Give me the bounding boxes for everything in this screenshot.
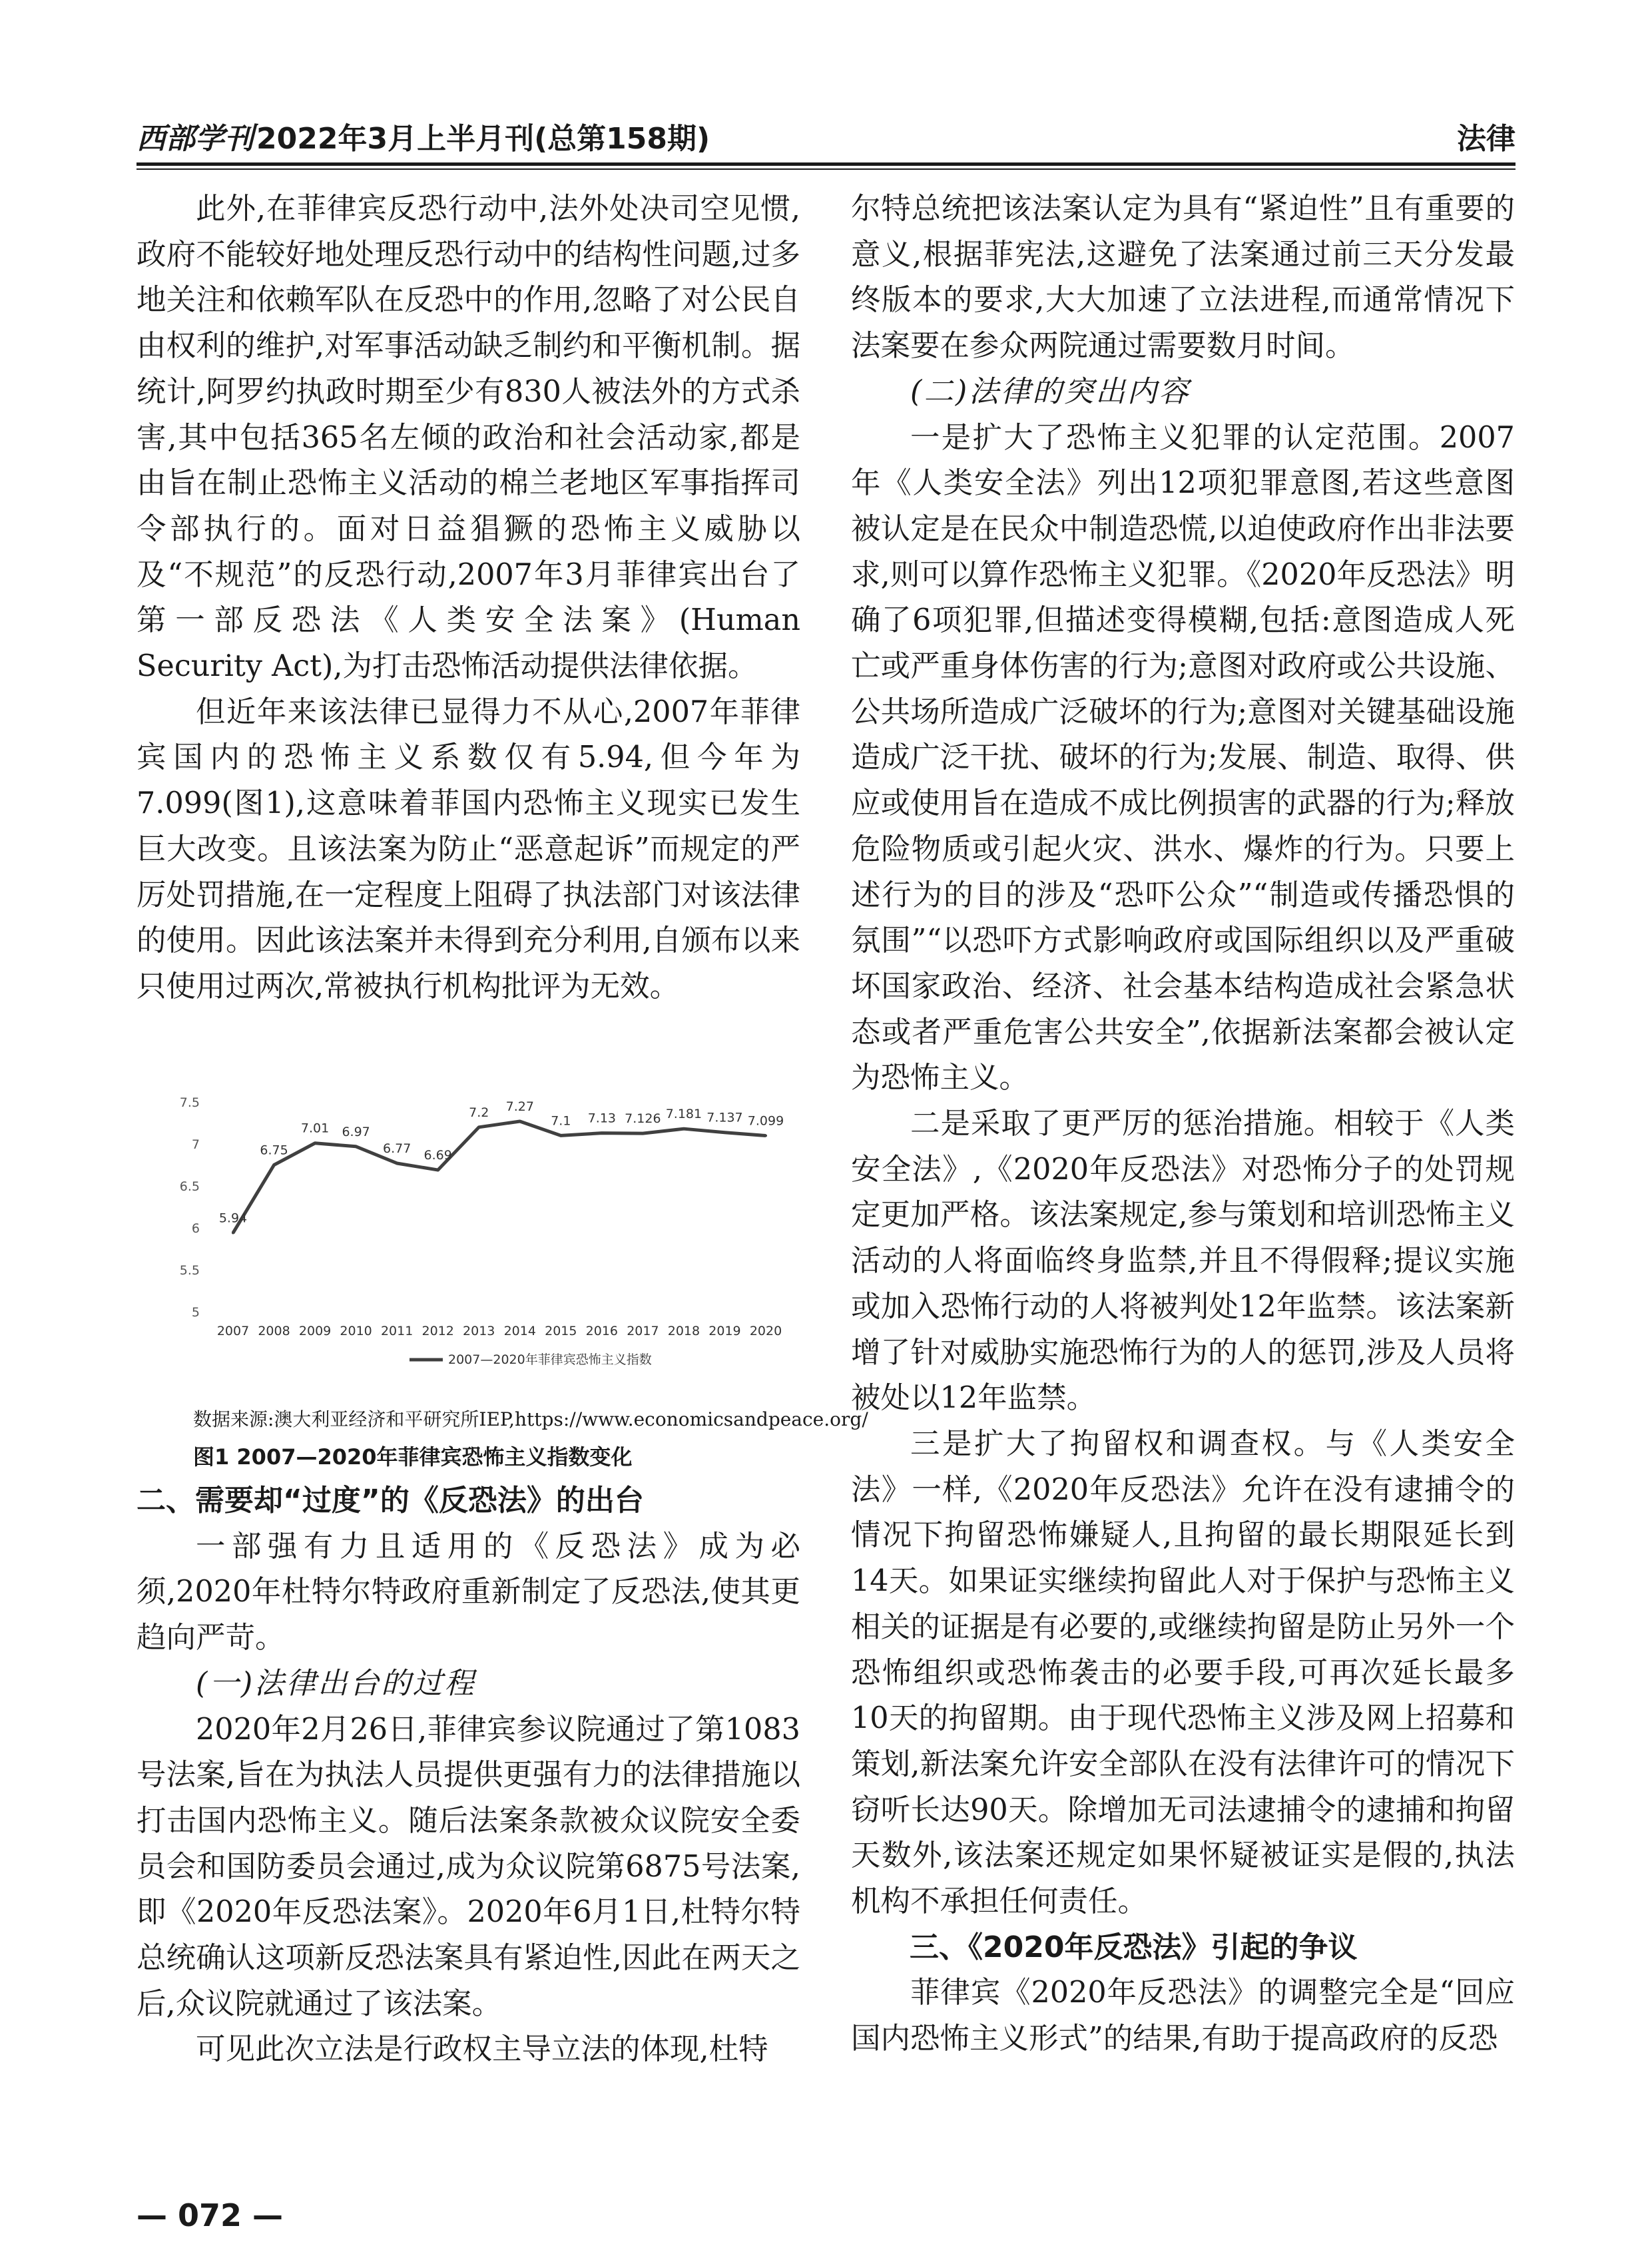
journal-logo: 西部学刊 (137, 122, 254, 156)
x-tick-label: 2010 (340, 1324, 372, 1338)
x-tick-label: 2007 (216, 1324, 250, 1338)
paragraph: 一部强有力且适用的《反恐法》成为必须,2020年杜特尔特政府重新制定了反恐法,使其更趋向严苛。 (137, 1529, 800, 1655)
x-tick-label: 2017 (627, 1324, 659, 1338)
data-point (314, 1142, 316, 1145)
legend-label: 2007—2020年菲律宾恐怖主义指数 (448, 1352, 652, 1367)
data-point (477, 1126, 480, 1129)
x-tick-label: 2018 (667, 1324, 700, 1338)
y-tick-label: 5 (191, 1305, 200, 1320)
paragraph: 尔特总统把该法案认定为具有“紧迫性”且有重要的意义,根据菲宪法,这避免了法案通过前三天分发最终版本的要求,大大加速了立法进程,而通常情况下法案要在参众两院通过需要数月时间。 (851, 192, 1515, 364)
y-tick-label: 7 (191, 1137, 200, 1152)
line-chart (137, 1092, 800, 1392)
data-label: 7.181 (665, 1107, 702, 1122)
data-label: 7.2 (469, 1105, 489, 1120)
section-heading: 三、《2020年反恐法》引起的争议 (910, 1930, 1358, 1964)
figure-caption: 图1 2007—2020年菲律宾恐怖主义指数变化 (193, 1444, 633, 1470)
paragraph: 2020年2月26日,菲律宾参议院通过了第1083号法案,旨在为执法人员提供更强有力的法律措施以打击国内恐怖主义。随后法案条款被众议院安全委员会和国防委员会通过,成为众议院第6875号法案,即《2020年反恐法案》。2020年6月1日,杜特尔特总统确认这项新反恐法案具有紧迫性,因此在两天之后,众议院就通过了该法案。 (137, 1712, 800, 2021)
data-label: 7.01 (300, 1121, 330, 1136)
data-point (273, 1164, 276, 1167)
left-column-top (137, 186, 800, 1010)
right-column (851, 186, 1515, 2062)
data-label: 5.94 (218, 1211, 248, 1226)
data-point (396, 1162, 398, 1165)
data-label: 6.75 (260, 1143, 288, 1158)
paragraph: 三是扩大了拘留权和调查权。与《人类安全法》一样,《2020年反恐法》允许在没有逮捕令的情况下拘留恐怖嫌疑人,且拘留的最长期限延长到14天。如果证实继续拘留此人对于保护与恐怖主义相关的证据是有必要的,或继续拘留是防止另外一个恐怖组织或恐怖袭击的必要手段,可再次延长最多10天的拘留期。由于现代恐怖主义涉及网上招募和策划,新法案允许安全部队在没有法律许可的情况下窃听长达90天。除增加无司法逮捕令的逮捕和拘留天数外,该法案还规定如果怀疑被证实是假的,执法机构不承担任何责任。 (851, 1426, 1515, 1919)
x-tick-label: 2008 (258, 1324, 290, 1338)
issue-info: 2022年3月上半月刊(总第158期) (256, 122, 710, 156)
data-label: 6.77 (382, 1141, 412, 1156)
data-point (764, 1135, 767, 1137)
paragraph: 但近年来该法律已显得力不从心,2007年菲律宾国内的恐怖主义系数仅有5.94,但今年为7.099(图1),这意味着菲国内恐怖主义现实已发生巨大改变。且该法案为防止“恶意起诉”而规定的严厉处罚措施,在一定程度上阻碍了执法部门对该法律的使用。因此该法案并未得到充分利用,自颁布以来只使用过两次,常被执行机构批评为无效。 (137, 695, 800, 1003)
subsection-heading: (二)法律的突出内容 (910, 374, 1191, 409)
data-label: 7.126 (625, 1111, 661, 1127)
x-tick-label: 2014 (503, 1324, 536, 1338)
data-label: 7.27 (505, 1099, 534, 1114)
page-number: — 072 — (137, 2197, 284, 2233)
data-label: 7.13 (587, 1111, 617, 1126)
data-label: 6.97 (342, 1124, 370, 1139)
series-line (233, 1121, 766, 1233)
data-point (355, 1145, 358, 1148)
subsection-heading: (一)法律出台的过程 (196, 1666, 476, 1701)
data-point (641, 1132, 644, 1135)
data-point (683, 1127, 685, 1130)
x-tick-label: 2011 (380, 1324, 413, 1338)
journal-header (137, 115, 710, 157)
data-point (559, 1134, 562, 1137)
data-label: 7.099 (747, 1113, 784, 1129)
x-tick-label: 2016 (585, 1324, 619, 1338)
x-tick-label: 2019 (708, 1324, 741, 1338)
y-tick-label: 7.5 (179, 1095, 200, 1110)
data-label: 7.137 (706, 1110, 743, 1125)
data-point (601, 1132, 603, 1135)
paragraph: 此外,在菲律宾反恐行动中,法外处决司空见惯,政府不能较好地处理反恐行动中的结构性问题,过多地关注和依赖军队在反恐中的作用,忽略了对公民自由权利的维护,对军事活动缺乏制约和平衡机制。据统计,阿罗约执政时期至少有830人被法外的方式杀害,其中包括365名左倾的政治和社会活动家,都是由旨在制止恐怖主义活动的棉兰老地区军事指挥司令部执行的。面对日益猖獗的恐怖主义威胁以及“不规范”的反恐行动,2007年3月菲律宾出台了第一部反恐法《人类安全法案》(Human Security Act),为打击恐怖活动提供法律依据。 (137, 192, 800, 684)
header-rule (137, 162, 1515, 166)
paragraph: 一是扩大了恐怖主义犯罪的认定范围。2007年《人类安全法》列出12项犯罪意图,若这些意图被认定是在民众中制造恐慌,以迫使政府作出非法要求,则可以算作恐怖主义犯罪。《2020年反恐法》明确了6项犯罪,但描述变得模糊,包括:意图造成人死亡或严重身体伤害的行为;意图对政府或公共设施、公共场所造成广泛破坏的行为;意图对关键基础设施造成广泛干扰、破坏的行为;发展、制造、取得、供应或使用旨在造成不成比例损害的武器的行为;释放危险物质或引起火灾、洪水、爆炸的行为。只要上述行为的目的涉及“恐吓公众”“制造或传播恐惧的氛围”“以恐吓方式影响政府或国际组织以及严重破坏国家政治、经济、社会基本结构造成社会紧急状态或者严重危害公共安全”,依据新法案都会被认定为恐怖主义。 (851, 420, 1515, 1095)
data-point (519, 1120, 521, 1123)
data-point (437, 1169, 439, 1171)
data-label: 7.1 (551, 1113, 571, 1129)
data-point (232, 1232, 234, 1235)
x-tick-label: 2009 (298, 1324, 332, 1338)
figure-source: 数据来源:澳大利亚经济和平研究所IEP,https://www.economicsandpeace.org/ (193, 1408, 868, 1430)
paragraph: 二是采取了更严厉的惩治措施。相较于《人类安全法》,《2020年反恐法》对恐怖分子的处罚规定更加严格。该法案规定,参与策划和培训恐怖主义活动的人将面临终身监禁,并且不得假释;提议实施或加入恐怖行动的人将被判处12年监禁。该法案新增了针对威胁实施恐怖行为的人的惩罚,涉及人员将被处以12年监禁。 (851, 1107, 1515, 1416)
data-label: 6.69 (423, 1148, 452, 1163)
y-tick-label: 5.5 (179, 1263, 200, 1278)
x-tick-label: 2020 (749, 1324, 782, 1338)
x-tick-label: 2015 (545, 1324, 577, 1338)
data-point (723, 1131, 726, 1134)
paragraph: 菲律宾《2020年反恐法》的调整完全是“回应国内恐怖主义形式”的结果,有助于提高政府的反恐 (851, 1976, 1515, 2056)
section-heading: 二、需要却“过度”的《反恐法》的出台 (137, 1484, 644, 1518)
x-tick-label: 2013 (463, 1324, 495, 1338)
y-tick-label: 6.5 (179, 1179, 200, 1194)
section-title: 法律 (1457, 122, 1515, 156)
paragraph: 可见此次立法是行政权主导立法的体现,杜特 (196, 2032, 768, 2067)
header-rule-thin (137, 168, 1515, 170)
y-tick-label: 6 (191, 1221, 200, 1236)
left-column-bottom (137, 1478, 800, 2073)
x-tick-label: 2012 (421, 1324, 454, 1338)
figure-chart (137, 1092, 800, 1392)
